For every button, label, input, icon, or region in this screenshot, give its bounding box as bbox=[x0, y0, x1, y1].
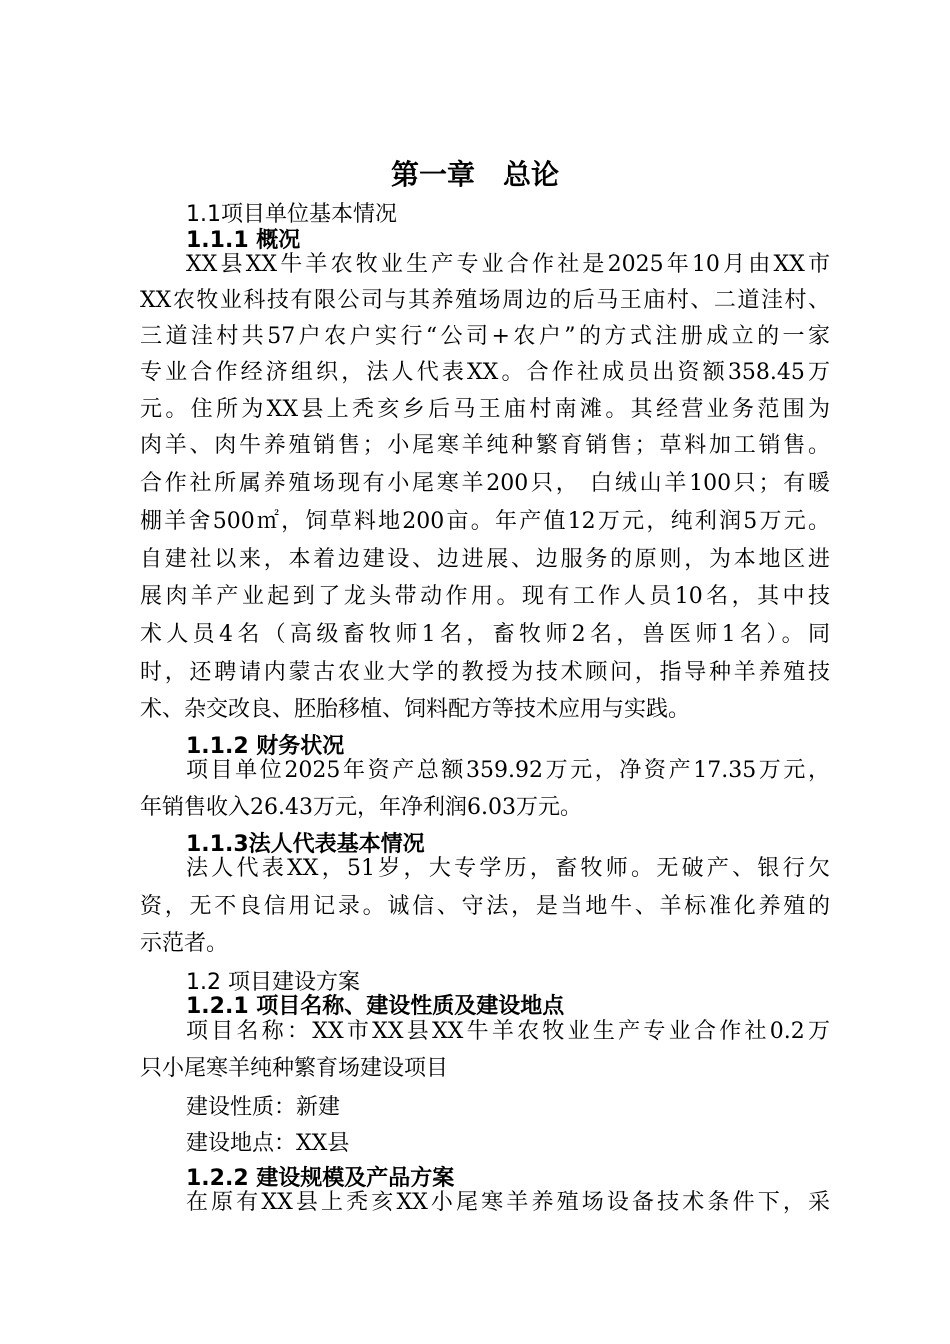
paragraph-line: 肉羊、肉牛养殖销售；小尾寒羊纯种繁育销售；草料加工销售。 bbox=[140, 433, 830, 458]
paragraph-line: 合作社所属养殖场现有小尾寒羊200只， 白绒山羊100只；有暖 bbox=[140, 471, 830, 496]
paragraph-line: 法人代表XX，51岁，大专学历，畜牧师。无破产、银行欠 bbox=[186, 856, 830, 881]
paragraph-line: 展肉羊产业起到了龙头带动作用。现有工作人员10名，其中技 bbox=[140, 584, 830, 609]
subsection-heading-1-1-3: 1.1.3法人代表基本情况 bbox=[186, 832, 425, 857]
chapter-title: 第一章 总论 bbox=[390, 158, 559, 191]
section-heading-1-2: 1.2 项目建设方案 bbox=[186, 970, 360, 995]
paragraph-line: 在原有XX县上秃亥XX小尾寒羊养殖场设备技术条件下，采 bbox=[186, 1190, 830, 1215]
paragraph-line: 只小尾寒羊纯种繁育场建设项目 bbox=[140, 1056, 449, 1081]
paragraph-line: XX农牧业科技有限公司与其养殖场周边的后马王庙村、二道洼村、 bbox=[140, 288, 830, 313]
paragraph-line: 棚羊舍500㎡，饲草料地200亩。年产值12万元，纯利润5万元。 bbox=[140, 509, 830, 534]
paragraph-line: 术、杂交改良、胚胎移植、饲料配方等技术应用与实践。 bbox=[140, 697, 691, 722]
paragraph-line: 自建社以来，本着边建设、边进展、边服务的原则，为本地区进 bbox=[140, 547, 830, 572]
section-heading-1-1: 1.1项目单位基本情况 bbox=[186, 202, 397, 227]
paragraph-line: 元。住所为XX县上秃亥乡后马王庙村南滩。其经营业务范围为 bbox=[140, 397, 830, 422]
paragraph-line: 资，无不良信用记录。诚信、守法，是当地牛、羊标准化养殖的 bbox=[140, 894, 830, 919]
paragraph-line: 术人员4名（高级畜牧师1名，畜牧师2名，兽医师1名）。同 bbox=[140, 622, 830, 647]
paragraph-line: 项目单位2025年资产总额359.92万元，净资产17.35万元， bbox=[186, 758, 830, 783]
subsection-heading-1-1-2: 1.1.2 财务状况 bbox=[186, 734, 345, 759]
paragraph-line: 三道洼村共57户农户实行“公司+农户”的方式注册成立的一家 bbox=[140, 324, 830, 349]
paragraph-line: XX县XX牛羊农牧业生产专业合作社是2025年10月由XX市 bbox=[186, 252, 830, 277]
paragraph-line: 示范者。 bbox=[140, 931, 229, 956]
paragraph-line: 年销售收入26.43万元，年净利润6.03万元。 bbox=[140, 795, 582, 820]
construction-location: 建设地点：XX县 bbox=[186, 1131, 350, 1156]
subsection-heading-1-1-1: 1.1.1 概况 bbox=[186, 228, 301, 253]
paragraph-line: 专业合作经济组织，法人代表XX。合作社成员出资额358.45万 bbox=[140, 360, 830, 385]
subsection-heading-1-2-2: 1.2.2 建设规模及产品方案 bbox=[186, 1166, 455, 1191]
paragraph-line: 时，还聘请内蒙古农业大学的教授为技术顾问，指导种羊养殖技 bbox=[140, 660, 830, 685]
paragraph-line: 项目名称：XX市XX县XX牛羊农牧业生产专业合作社0.2万 bbox=[186, 1019, 830, 1044]
construction-nature: 建设性质：新建 bbox=[186, 1095, 341, 1120]
subsection-heading-1-2-1: 1.2.1 项目名称、建设性质及建设地点 bbox=[186, 994, 565, 1019]
